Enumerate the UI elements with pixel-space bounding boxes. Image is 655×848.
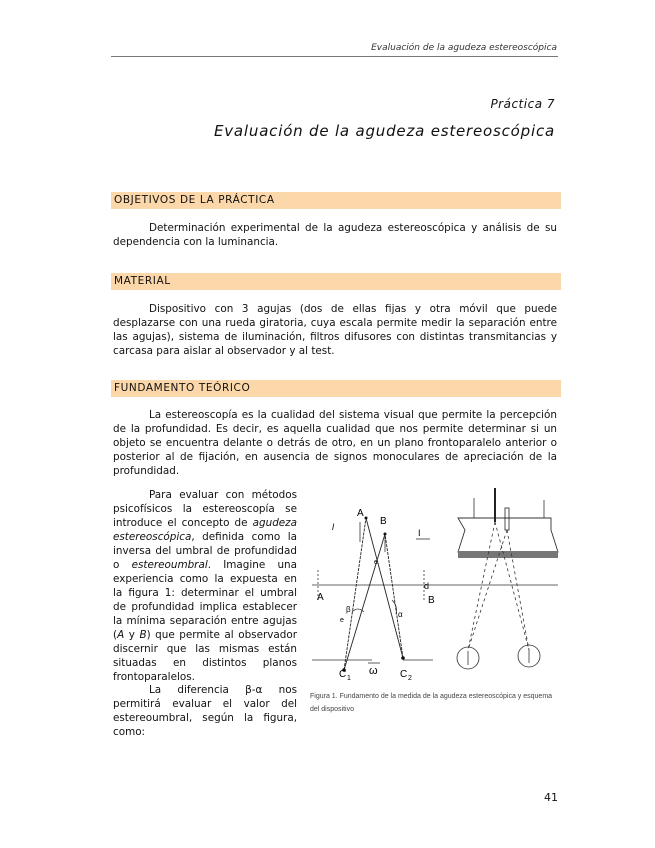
label-e2: e (374, 559, 378, 566)
running-header: Evaluación de la agudeza estereoscópica (371, 43, 557, 53)
paragraph-fundamento-3: La diferencia β-α nos permitirá evaluar el valor del estereoumbral, según la figura, como: (113, 684, 297, 738)
label-d: d (424, 581, 430, 591)
device-schematic (457, 488, 558, 669)
label-A-plane: A (317, 592, 324, 603)
label-A: A (357, 508, 364, 519)
label-B: B (380, 516, 387, 527)
label-l: l (332, 522, 334, 532)
figure-caption: Figura 1. Fundamento de la medida de la agudeza estereoscópica y esquema del dispositivo (310, 693, 553, 713)
label-C2: C (400, 669, 408, 680)
label-alpha: α (398, 610, 403, 619)
practice-title: Evaluación de la agudeza estereoscópica (213, 122, 555, 140)
label-beta: β (346, 605, 351, 614)
label-B-plane: B (428, 595, 435, 606)
label-C2-sub: 2 (408, 675, 412, 682)
paragraph-fundamento-1: La estereoscopía es la cualidad del sistema visual que permite la percepción de la profundidad. Es decir, es aquella cualidad que nos permite determinar si un objeto se encuentra delante o detrás de otro, en un plano frontoparalelo anterior o posterior al de fijación, en ausencia de signos monoculares de apreciación de la profundidad. (113, 409, 557, 477)
paragraph-material: Dispositivo con 3 agujas (dos de ellas fijas y otra móvil que puede desplazarse con una rueda giratoria, cuya escala permite medir la separación entre las agujas), sistema de iluminación, filtros difusores con distintas transmitancias y carcasa para aislar al observador y al test. (113, 303, 557, 357)
section-heading-material: MATERIAL (111, 273, 561, 290)
label-omega: ω (369, 665, 378, 677)
figure-1-diagram (308, 482, 560, 687)
section-heading-objetivos: OBJETIVOS DE LA PRÁCTICA (111, 192, 561, 209)
label-C1: C (339, 669, 347, 680)
section-heading-fundamento: FUNDAMENTO TEÓRICO (111, 380, 561, 397)
figure-1 (308, 482, 560, 691)
label-e1: e (340, 617, 344, 624)
paragraph-fundamento-2: Para evaluar con métodos psicofísicos la estereoscopía se introduce el concepto de agudeza estereoscópica, definida como la inversa del umbral de profundidad o estereoumbral. Imagine una experiencia como la expuesta en la figura 1: determinar el umbral de profundidad implica establecer la mínima separación entre agujas (A y B) que permite al observador discernir que las mismas están situadas en distintos planos frontoparalelos. (113, 489, 297, 683)
page-number: 41 (544, 791, 558, 804)
practice-number: Práctica 7 (490, 97, 555, 111)
paragraph-objetivos: Determinación experimental de la agudeza estereoscópica y análisis de su dependencia con la luminancia. (113, 222, 557, 248)
header-rule (111, 56, 558, 57)
label-C1-sub: 1 (347, 675, 351, 682)
label-I: I (418, 528, 421, 538)
